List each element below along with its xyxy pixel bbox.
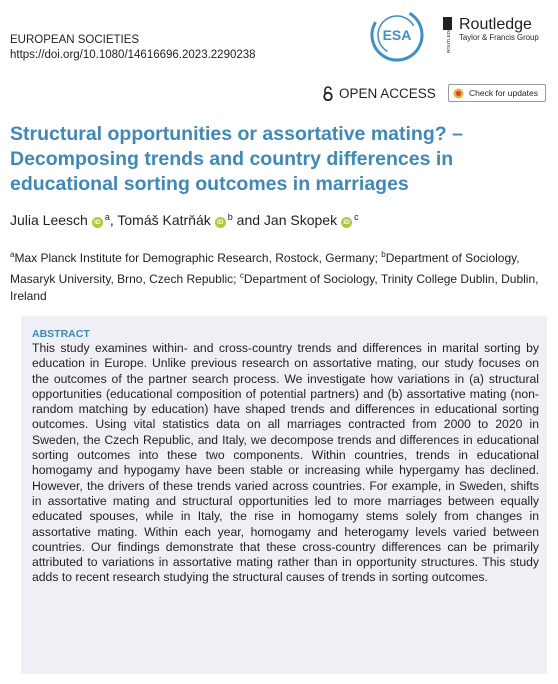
orcid-icon[interactable]: iD (92, 217, 103, 228)
orcid-icon[interactable]: iD (215, 217, 226, 228)
article-title: Structural opportunities or assortative mating? – Decomposing trends and country differences in educational sorting outcomes in marriages (10, 123, 463, 195)
open-access-label: OPEN ACCESS (339, 86, 436, 101)
check-for-updates-label: Check for updates (469, 88, 538, 98)
doi-link[interactable]: https://doi.org/10.1080/14616696.2023.2290238 (10, 49, 256, 61)
orcid-icon[interactable]: iD (341, 217, 352, 228)
abstract-heading: ABSTRACT (32, 328, 90, 340)
affiliation-text: Department of Sociology, Trinity College Dublin, Dublin, Ireland (10, 272, 539, 303)
abstract-box (21, 316, 547, 674)
affiliation-sup: b (381, 250, 386, 259)
routledge-logo (438, 16, 539, 54)
abstract-text: This study examines within- and cross-country trends and differences in marital sorting by education in Europe. Unlike previous research on assortative mating, our study focuses on the outcomes of the partner search process. We investigate how variations in (a) structural opportunities (educational composition of potential partners) and (b) assortative mating (non-random matching by education) have shaped trends and differences in educational sorting outcomes. Using vital statistics data on all marriages contracted from 2000 to 2020 in Sweden, the Czech Republic, and Italy, we decompose trends and differences in educational sorting outcomes into these two components. Within countries, trends in educational homogamy and hypogamy have been stable or increasing while hypergamy has declined. However, the drivers of these trends varied across countries. For example, in Sweden, shifts in assortative mating and structural opportunities led to more marriages between equally educated spouses, while in Italy, the rise in homogamy stems solely from changes in assortative mating. Within each year, homogamy and heterogamy levels varied between countries. Our findings demonstrate that these cross-country differences can be primarily attributed to variations in assortative mating rather than in opportunity structures. This study adds to recent research studying the structural causes of trends in sorting outcomes. (32, 341, 539, 585)
open-access-badge (322, 86, 436, 101)
affiliation-sup: a (10, 250, 15, 259)
routledge-mark (438, 16, 456, 54)
author-list (10, 212, 359, 228)
affiliation-text: Max Planck Institute for Demographic Research, Rostock, Germany; (14, 251, 378, 265)
author-affiliation-sup: c (354, 212, 359, 222)
author-separator: , (109, 212, 114, 228)
check-for-updates-button[interactable] (448, 84, 546, 102)
publisher-subtitle: Taylor & Francis Group (459, 33, 539, 42)
author-affiliation-sup: b (227, 212, 233, 222)
journal-header (10, 33, 256, 63)
author-name[interactable]: Tomáš Katrňák (117, 212, 211, 228)
affiliation-text: Department of Sociology, Masaryk University, Brno, Czech Republic; (10, 251, 520, 286)
affiliations (10, 246, 540, 305)
author-name[interactable]: Julia Leesch (10, 212, 88, 228)
author-name[interactable]: Jan Skopek (263, 212, 338, 228)
author-separator: and (236, 212, 261, 228)
esa-logo-text: ESA (382, 27, 412, 43)
affiliation-sup: c (239, 271, 244, 280)
journal-name: EUROPEAN SOCIETIES (10, 34, 140, 46)
open-lock-icon (322, 86, 334, 101)
routledge-vertical-text: ROUTLEDGE (446, 24, 451, 53)
check-updates-icon (453, 88, 464, 99)
publisher-name: Routledge (459, 16, 532, 33)
author-affiliation-sup: a (104, 212, 110, 222)
esa-logo (369, 7, 425, 63)
